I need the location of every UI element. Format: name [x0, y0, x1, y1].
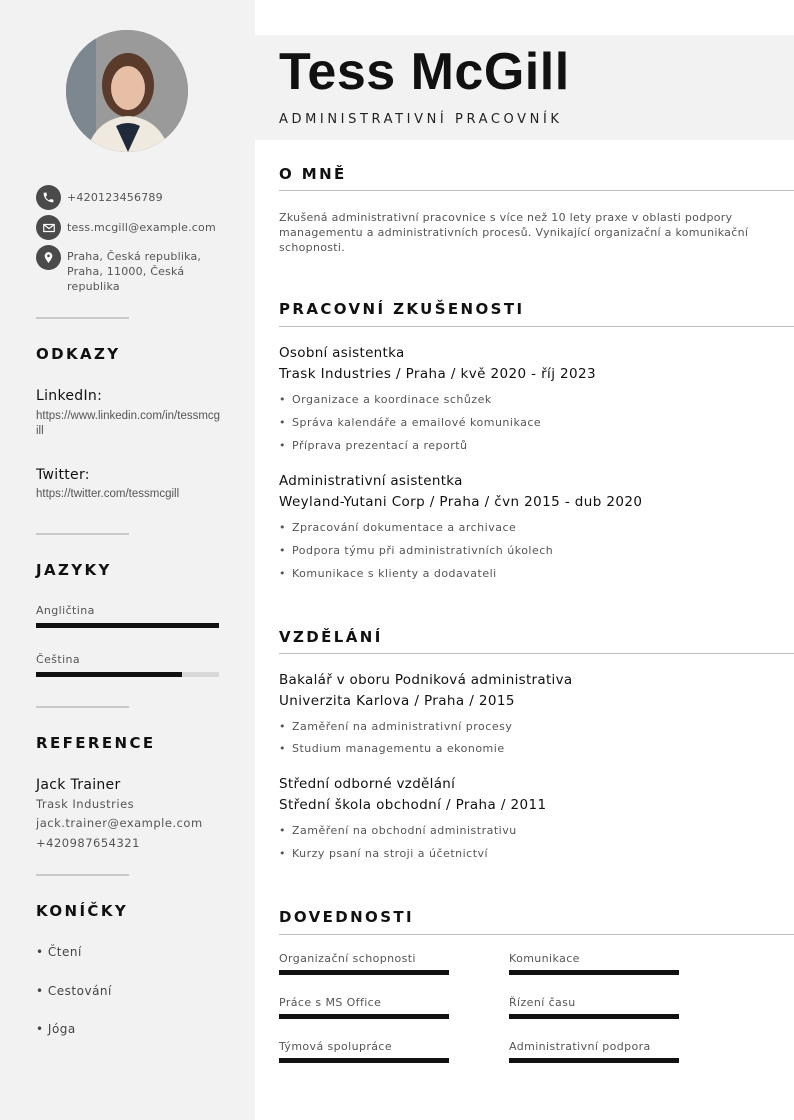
skill-name: Řízení času [509, 996, 576, 1009]
section-rule [279, 326, 794, 327]
references-heading: REFERENCE [36, 734, 156, 752]
location-pin-icon [36, 245, 61, 270]
hobby-item: • Čtení [36, 945, 82, 959]
education-degree: Střední odborné vzdělání [279, 776, 456, 792]
about-text: Zkušená administrativní pracovnice s více než 10 lety praxe v oblasti podpory managementu a administrativních procesů. Vynikající organizační a komunikační schopnosti. [279, 211, 749, 254]
skill-level-bar [509, 1014, 679, 1019]
twitter-link[interactable]: https://twitter.com/tessmcgill [36, 488, 180, 500]
job-position: Osobní asistentka [279, 345, 405, 361]
skill-name: Komunikace [509, 952, 580, 965]
skill-name: Týmová spolupráce [279, 1040, 393, 1053]
hobby-label: Cestování [47, 984, 112, 998]
job-details: Trask Industries / Praha / kvě 2020 - říj 2023 [279, 366, 596, 382]
job-details: Weyland-Yutani Corp / Praha / čvn 2015 - dub 2020 [279, 494, 643, 510]
education-heading: VZDĚLÁNÍ [279, 628, 383, 646]
reference-name: Jack Trainer [36, 777, 121, 793]
about-heading: O MNĚ [279, 165, 347, 183]
education-bullet: • Zaměření na administrativní procesy [279, 720, 512, 733]
hobby-item: • Cestování [36, 984, 112, 998]
education-details: Střední škola obchodní / Praha / 2011 [279, 797, 547, 813]
candidate-name: Tess McGill [279, 43, 570, 101]
sidebar-divider [36, 706, 129, 708]
skill-name: Práce s MS Office [279, 996, 382, 1009]
education-details: Univerzita Karlova / Praha / 2015 [279, 693, 515, 709]
phone-icon [36, 185, 61, 210]
skill-level-bar [509, 1058, 679, 1063]
hobby-label: Jóga [47, 1022, 76, 1036]
job-bullet: • Zpracování dokumentace a archivace [279, 521, 516, 534]
job-bullet: • Správa kalendáře a emailové komunikace [279, 416, 541, 429]
job-position: Administrativní asistentka [279, 473, 463, 489]
reference-company: Trask Industries [36, 797, 135, 811]
email-text: tess.mcgill@example.com [67, 221, 216, 234]
reference-phone: +420987654321 [36, 836, 140, 850]
section-rule [279, 934, 794, 935]
job-bullet: • Podpora týmu při administrativních úkolech [279, 544, 553, 557]
hobby-item: • Jóga [36, 1022, 76, 1036]
skill-level-bar [279, 1014, 449, 1019]
job-bullet: • Organizace a koordinace schůzek [279, 393, 492, 406]
contact-address [36, 245, 217, 294]
twitter-label: Twitter: [36, 467, 90, 483]
education-degree: Bakalář v oboru Podniková administrativa [279, 672, 573, 688]
section-rule [279, 190, 794, 191]
language-level-bar [36, 623, 219, 628]
education-bullet: • Studium managementu a ekonomie [279, 742, 505, 755]
experience-heading: PRACOVNÍ ZKUŠENOSTI [279, 300, 525, 318]
skill-level-bar [279, 970, 449, 975]
hobbies-heading: KONÍČKY [36, 902, 129, 920]
candidate-title: ADMINISTRATIVNÍ PRACOVNÍK [279, 112, 563, 127]
education-bullet: • Kurzy psaní na stroji a účetnictví [279, 847, 488, 860]
language-level-bar [36, 672, 219, 677]
address-text: Praha, Česká republika, Praha, 11000, Česká republika [67, 250, 202, 293]
hobby-label: Čtení [47, 945, 82, 959]
job-bullet: • Příprava prezentací a reportů [279, 439, 468, 452]
skill-name: Administrativní podpora [509, 1040, 651, 1053]
language-name: Čeština [36, 653, 81, 666]
reference-email: jack.trainer@example.com [36, 816, 203, 830]
sidebar-divider [36, 317, 129, 319]
phone-text: +420123456789 [67, 191, 163, 204]
sidebar-divider [36, 533, 129, 535]
sidebar-divider [36, 874, 129, 876]
skill-level-bar [279, 1058, 449, 1063]
contact-phone [36, 185, 217, 210]
links-heading: ODKAZY [36, 345, 121, 363]
education-bullet: • Zaměření na obchodní administrativu [279, 824, 517, 837]
contact-email [36, 215, 217, 240]
language-name: Angličtina [36, 604, 95, 617]
envelope-icon [36, 215, 61, 240]
skill-level-bar [509, 970, 679, 975]
profile-photo [66, 30, 188, 152]
language-level-fill [36, 672, 182, 677]
linkedin-label: LinkedIn: [36, 388, 103, 404]
languages-heading: JAZYKY [36, 561, 112, 579]
linkedin-link[interactable]: https://www.linkedin.com/in/tessmcgill [36, 410, 221, 437]
skills-heading: DOVEDNOSTI [279, 908, 415, 926]
job-bullet: • Komunikace s klienty a dodavateli [279, 567, 497, 580]
language-level-fill [36, 623, 219, 628]
section-rule [279, 653, 794, 654]
skill-name: Organizační schopnosti [279, 952, 416, 965]
